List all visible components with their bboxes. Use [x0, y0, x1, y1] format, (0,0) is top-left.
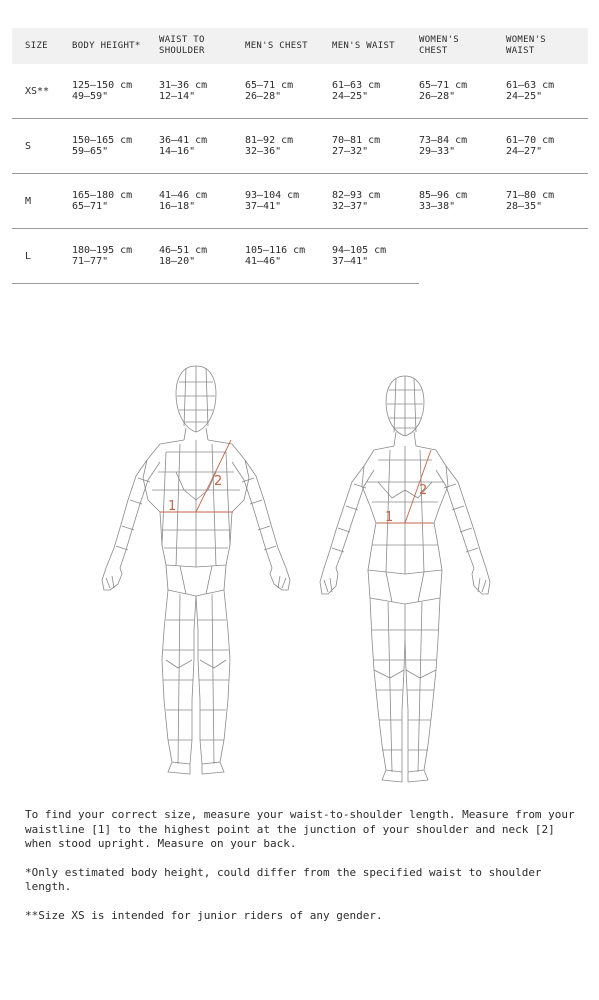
- female-mannequin-figure: [320, 376, 490, 782]
- header-body-height: BODY HEIGHT*: [72, 40, 141, 51]
- body-height-cell: 165–180 cm 65–71": [72, 190, 133, 212]
- womens-chest-cell: 73–84 cm 29–33": [419, 135, 468, 157]
- waist-to-shoulder-cell: 36–41 cm 14–16": [159, 135, 208, 157]
- size-chart-table: [12, 28, 588, 284]
- body-height-cell: 150–165 cm 59–65": [72, 135, 133, 157]
- waist-to-shoulder-cell: 46–51 cm 18–20": [159, 245, 208, 267]
- womens-waist-cell: 71–80 cm 28–35": [506, 190, 555, 212]
- mens-chest-cell: 93–104 cm 37–41": [245, 190, 300, 212]
- male-marker-2-label: 2: [214, 474, 223, 489]
- womens-waist-cell: 61–63 cm 24–25": [506, 80, 555, 102]
- mens-waist-cell: 61–63 cm 24–25": [332, 80, 381, 102]
- body-height-cell: 125–150 cm 49–59": [72, 80, 133, 102]
- mens-chest-cell: 105–116 cm 41–46": [245, 245, 306, 267]
- mens-waist-cell: 82–93 cm 32–37": [332, 190, 381, 212]
- body-height-cell: 180–195 cm 71–77": [72, 245, 133, 267]
- female-marker-2-label: 2: [419, 483, 428, 498]
- womens-waist-cell: 61–70 cm 24–27": [506, 135, 555, 157]
- waist-to-shoulder-cell: 41–46 cm 16–18": [159, 190, 208, 212]
- mens-waist-cell: 70–81 cm 27–32": [332, 135, 381, 157]
- size-cell: L: [25, 250, 32, 262]
- header-womens-chest: WOMEN'S CHEST: [419, 35, 460, 56]
- waist-to-shoulder-cell: 31–36 cm 12–14": [159, 80, 208, 102]
- header-size: SIZE: [25, 40, 48, 51]
- table-row: [12, 64, 588, 119]
- header-mens-chest: MEN'S CHEST: [245, 40, 308, 51]
- measurement-instructions: To find your correct size, measure your waist-to-shoulder length. Measure from your waistline [1] to the highest point at the junction of your shoulder and neck [2] when stood upright. Measure on your back.: [25, 808, 575, 850]
- table-header: [12, 28, 588, 64]
- size-guide-notes: [25, 808, 585, 937]
- header-womens-waist: WOMEN'S WAIST: [506, 35, 547, 56]
- body-height-footnote: *Only estimated body height, could differ from the specified waist to shoulder length.: [25, 865, 542, 893]
- table-row: [12, 119, 588, 174]
- row-divider: [12, 283, 419, 284]
- mens-chest-cell: 65–71 cm 26–28": [245, 80, 294, 102]
- mens-chest-cell: 81–92 cm 32–36": [245, 135, 294, 157]
- female-marker-1-label: 1: [385, 510, 394, 525]
- mens-waist-cell: 94–105 cm 37–41": [332, 245, 387, 267]
- measurement-figures-diagram: [0, 355, 599, 785]
- male-mannequin-figure: [102, 366, 290, 774]
- xs-size-footnote: **Size XS is intended for junior riders of any gender.: [25, 908, 383, 922]
- size-cell: XS**: [25, 85, 50, 97]
- womens-chest-cell: 65–71 cm 26–28": [419, 80, 468, 102]
- header-mens-waist: MEN'S WAIST: [332, 40, 395, 51]
- womens-chest-cell: 85–96 cm 33–38": [419, 190, 468, 212]
- size-cell: M: [25, 195, 32, 207]
- size-cell: S: [25, 140, 32, 152]
- header-waist-to-shoulder: WAIST TO SHOULDER: [159, 35, 205, 56]
- table-row: [12, 174, 588, 229]
- male-marker-1-label: 1: [168, 499, 177, 514]
- table-row: [12, 229, 588, 284]
